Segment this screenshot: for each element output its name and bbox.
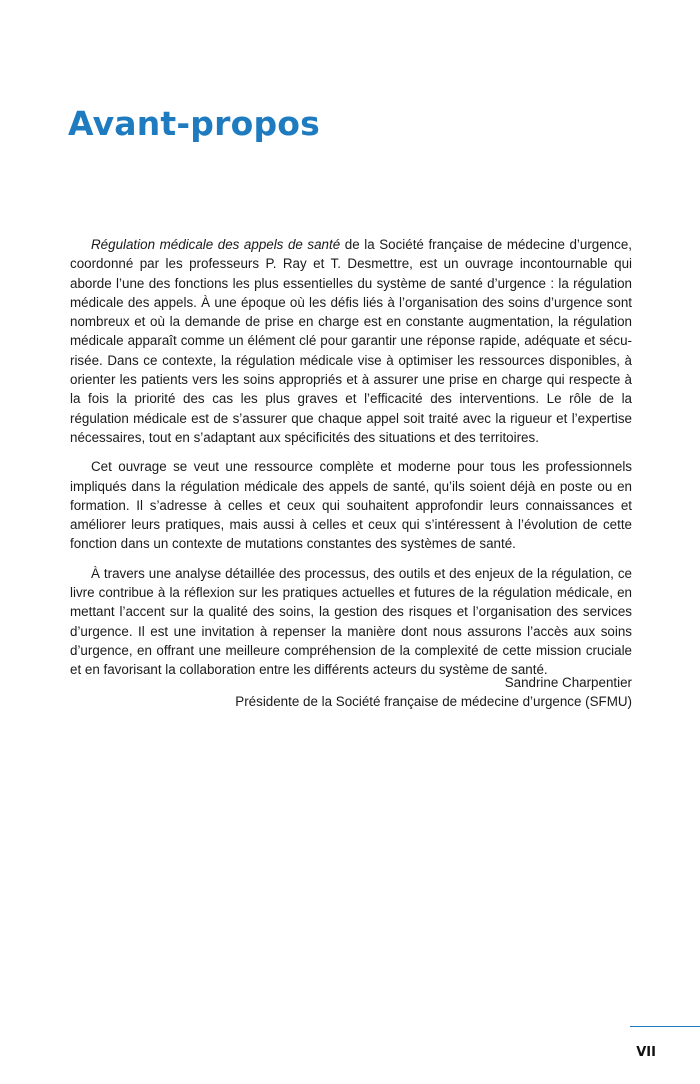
page-number: VII xyxy=(636,1045,656,1060)
footer-rule xyxy=(630,1026,700,1027)
paragraph-3: À travers une analyse détaillée des processus, des outils et des enjeux de la régulation, ce livre contribue à la réflexion sur les pratiques actuelles et futures de la régulation médicale, en mettant l’accent sur la qualité des soins, la gestion des risques et l’organisation des services d’urgence. Il est une invitation à repenser la manière dont nous assurons l’accès aux soins d’urgence, en offrant une meilleure compréhension de la complexité de cette mission cruciale et en favorisant la collaboration entre les différents acteurs du système de santé. xyxy=(70,565,632,678)
book-title-italic: Régulation médicale des appels de santé xyxy=(91,237,341,252)
paragraph-2: Cet ouvrage se veut une ressource complète et moderne pour tous les professionnels impliqués dans la régulation médicale des appels de santé, qu’ils soient déjà en poste ou en formation. Il s’adresse à celles et ceux qui souhaitent approfondir leurs connaissances et améliorer leurs pratiques, mais aussi à celles et ceux qui s’intéressent à l’évolution de cette fonction dans un contexte de mutations constantes des systèmes de santé. xyxy=(70,459,632,552)
signature-name: Sandrine Charpentier xyxy=(504,675,632,690)
signature-role: Présidente de la Société française de médecine d’urgence (SFMU) xyxy=(235,694,632,710)
signature-block xyxy=(235,673,632,712)
paragraph-1-text: de la Société française de médecine d’urgence, coordonné par les professeurs P. Ray et T. Desmettre, est un ouvrage incontournable qui aborde l’une des fonctions les plus essentielles du système de santé d’urgence : la régulation médicale des appels. À une époque où les défis liés à l’organisation des soins d’urgence sont nombreux et où la demande de prise en charge est en constante augmentation, la régulation médicale apparaît comme un élément clé pour garantir une réponse rapide, adéquate et sécurisée. Dans ce contexte, la régulation médicale vise à optimiser les ressources disponibles, à orienter les patients vers les soins appropriés et à assurer une prise en charge qui respecte à la fois la priorité des cas les plus graves et l’efficacité des interventions. Le rôle de la régulation médicale est de s’assurer que chaque appel soit traité avec la rigueur et l’expertise nécessaires, tout en s’adaptant aux spécificités des situations et des territoires. xyxy=(70,237,632,445)
foreword-body xyxy=(70,235,632,690)
paragraph-1 xyxy=(70,235,632,447)
page-title: Avant-propos xyxy=(68,104,321,143)
